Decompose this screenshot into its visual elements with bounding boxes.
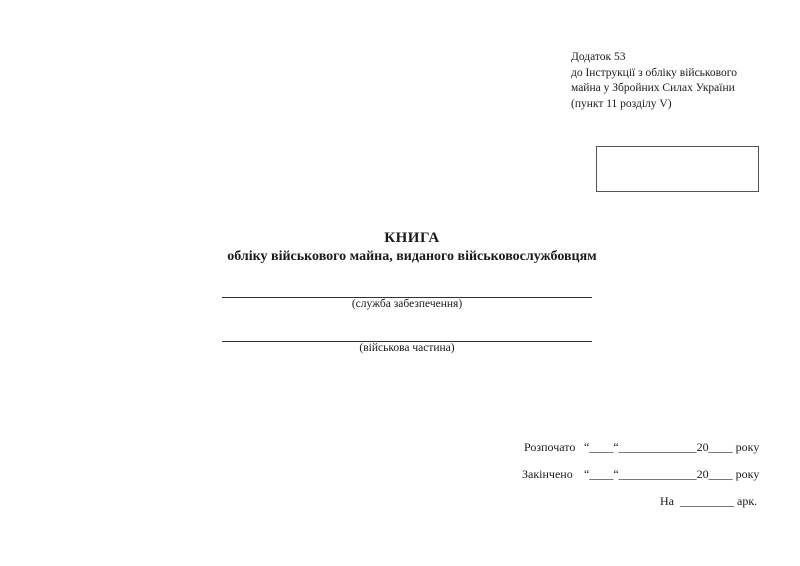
ended-label: Закінчено [522, 467, 573, 481]
appendix-reference [571, 50, 737, 112]
appendix-line: Додаток 53 [571, 51, 626, 63]
ended-date-blank: “____“_____________20____ року [584, 467, 760, 481]
appendix-line: майна у Збройних Силах України [571, 82, 735, 94]
sheets-label: На [660, 494, 674, 508]
book-subtitle: обліку військового майна, виданого військовослужбовцям [227, 249, 597, 264]
started-date-blank: “____“_____________20____ року [584, 440, 760, 454]
sheets-count-blank: _________ арк. [680, 494, 758, 508]
registration-box [596, 146, 759, 192]
appendix-line: (пункт 11 розділу V) [571, 97, 672, 110]
service-caption: (служба забезпечення) [351, 298, 463, 310]
sheets-row [660, 494, 757, 509]
started-label: Розпочато [524, 440, 576, 454]
unit-caption: (військова частина) [359, 342, 455, 354]
appendix-line: до Інструкції з обліку військового [571, 66, 737, 79]
started-row [524, 440, 759, 455]
ended-row [522, 467, 759, 482]
book-title: КНИГА [384, 230, 440, 246]
